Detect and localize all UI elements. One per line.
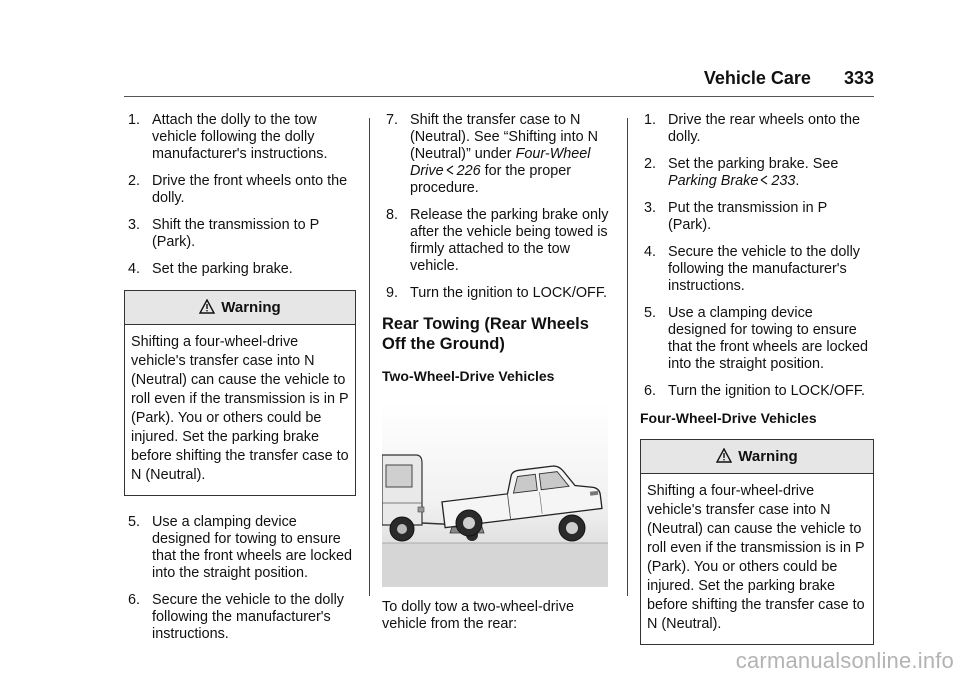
towing-illustration	[382, 403, 608, 587]
step-text: Use a clamping device designed for towing to ensure that the front wheels are locked into the straight position.	[152, 514, 352, 581]
step-number: 6.	[128, 592, 141, 608]
step-number: 5.	[644, 305, 657, 321]
warning-box	[640, 439, 874, 645]
list-item	[640, 305, 874, 373]
step-text: Use a clamping device designed for towing to ensure that the front wheels are locked into the straight position.	[668, 305, 868, 372]
list-item	[382, 112, 614, 197]
page-reference[interactable]: 226	[456, 163, 481, 179]
list-item	[124, 261, 356, 278]
section-heading: Rear Towing (Rear Wheels Off the Ground)	[382, 315, 589, 353]
column-1	[124, 108, 356, 653]
step-number: 5.	[128, 514, 141, 530]
page-reference-arrow-icon	[760, 175, 769, 185]
subsection-heading: Four-Wheel-Drive Vehicles	[640, 410, 817, 426]
step-text: Secure the vehicle to the dolly following the manufacturer's instructions.	[152, 592, 344, 642]
cross-reference-link[interactable]: Four-Wheel Drive	[410, 146, 591, 179]
step-text: Put the transmission in P (Park).	[668, 200, 827, 233]
page-reference[interactable]: 233	[771, 173, 796, 189]
step-text: Release the parking brake only after the vehicle being towed is firmly attached to the tow vehicle.	[410, 207, 609, 274]
page-reference-arrow-icon	[446, 165, 455, 175]
step-number: 4.	[128, 261, 141, 277]
warning-header	[641, 440, 873, 474]
step-text: Set the parking brake.	[152, 261, 293, 277]
step-text: Shift the transfer case to N (Neutral). See “Shifting into N (Neutral)” under	[410, 112, 598, 162]
step-text: Drive the front wheels onto the dolly.	[152, 173, 348, 206]
step-text: for the proper procedure.	[410, 163, 572, 196]
warning-triangle-icon	[716, 448, 732, 463]
list-item	[640, 383, 874, 400]
list-item	[124, 173, 356, 207]
step-text: Turn the ignition to LOCK/OFF.	[410, 285, 608, 301]
step-number: 2.	[128, 173, 141, 189]
warning-body: Shifting a four-wheel-drive vehicle's transfer case into N (Neutral) can cause the vehicle to roll even if the transmission is in P (Park). You or others could be injured. Set the parking brake before shifting the transfer case to N (Neutral).	[131, 334, 349, 483]
warning-header	[125, 291, 355, 325]
warning-box	[124, 290, 356, 496]
step-number: 9.	[386, 285, 399, 301]
step-number: 8.	[386, 207, 399, 223]
step-number: 2.	[644, 156, 657, 172]
step-text: Secure the vehicle to the dolly following the manufacturer's instructions.	[668, 244, 860, 294]
list-item	[124, 592, 356, 643]
step-number: 3.	[128, 217, 141, 233]
column-3	[640, 108, 874, 663]
column-divider	[627, 118, 628, 596]
list-item	[640, 112, 874, 146]
list-item	[640, 244, 874, 295]
page-number: 333	[843, 68, 874, 88]
warning-title: Warning	[738, 448, 798, 465]
list-item	[382, 285, 614, 302]
warning-title: Warning	[221, 299, 281, 316]
list-item	[124, 112, 356, 163]
step-number: 1.	[128, 112, 141, 128]
list-item	[640, 200, 874, 234]
list-item	[382, 207, 614, 275]
subsection-heading: Two-Wheel-Drive Vehicles	[382, 368, 555, 384]
step-text: Shift the transmission to P (Park).	[152, 217, 319, 250]
column-2	[382, 108, 614, 633]
step-text: .	[795, 173, 800, 189]
step-text: Attach the dolly to the tow vehicle following the dolly manufacturer's instructions.	[152, 112, 328, 162]
list-item	[124, 514, 356, 582]
step-number: 6.	[644, 383, 657, 399]
column-divider	[369, 118, 370, 596]
step-number: 1.	[644, 112, 657, 128]
illustration-caption: To dolly tow a two-wheel-drive vehicle from the rear:	[382, 599, 574, 632]
section-title: Vehicle Care	[703, 68, 811, 88]
page-header	[704, 68, 874, 89]
list-item	[124, 217, 356, 251]
step-number: 3.	[644, 200, 657, 216]
list-item	[640, 156, 874, 190]
step-number: 4.	[644, 244, 657, 260]
step-number: 7.	[386, 112, 399, 128]
warning-triangle-icon	[199, 299, 215, 314]
step-text: Set the parking brake. See	[668, 156, 839, 172]
step-text: Turn the ignition to LOCK/OFF.	[668, 383, 866, 399]
warning-body: Shifting a four-wheel-drive vehicle's transfer case into N (Neutral) can cause the vehicle to roll even if the transmission is in P (Park). You or others could be injured. Set the parking brake before shifting the transfer case to N (Neutral).	[647, 483, 865, 632]
step-text: Drive the rear wheels onto the dolly.	[668, 112, 860, 145]
cross-reference-link[interactable]: Parking Brake	[668, 173, 759, 189]
header-rule	[124, 96, 874, 97]
watermark: carmanualsonline.info	[735, 648, 954, 673]
